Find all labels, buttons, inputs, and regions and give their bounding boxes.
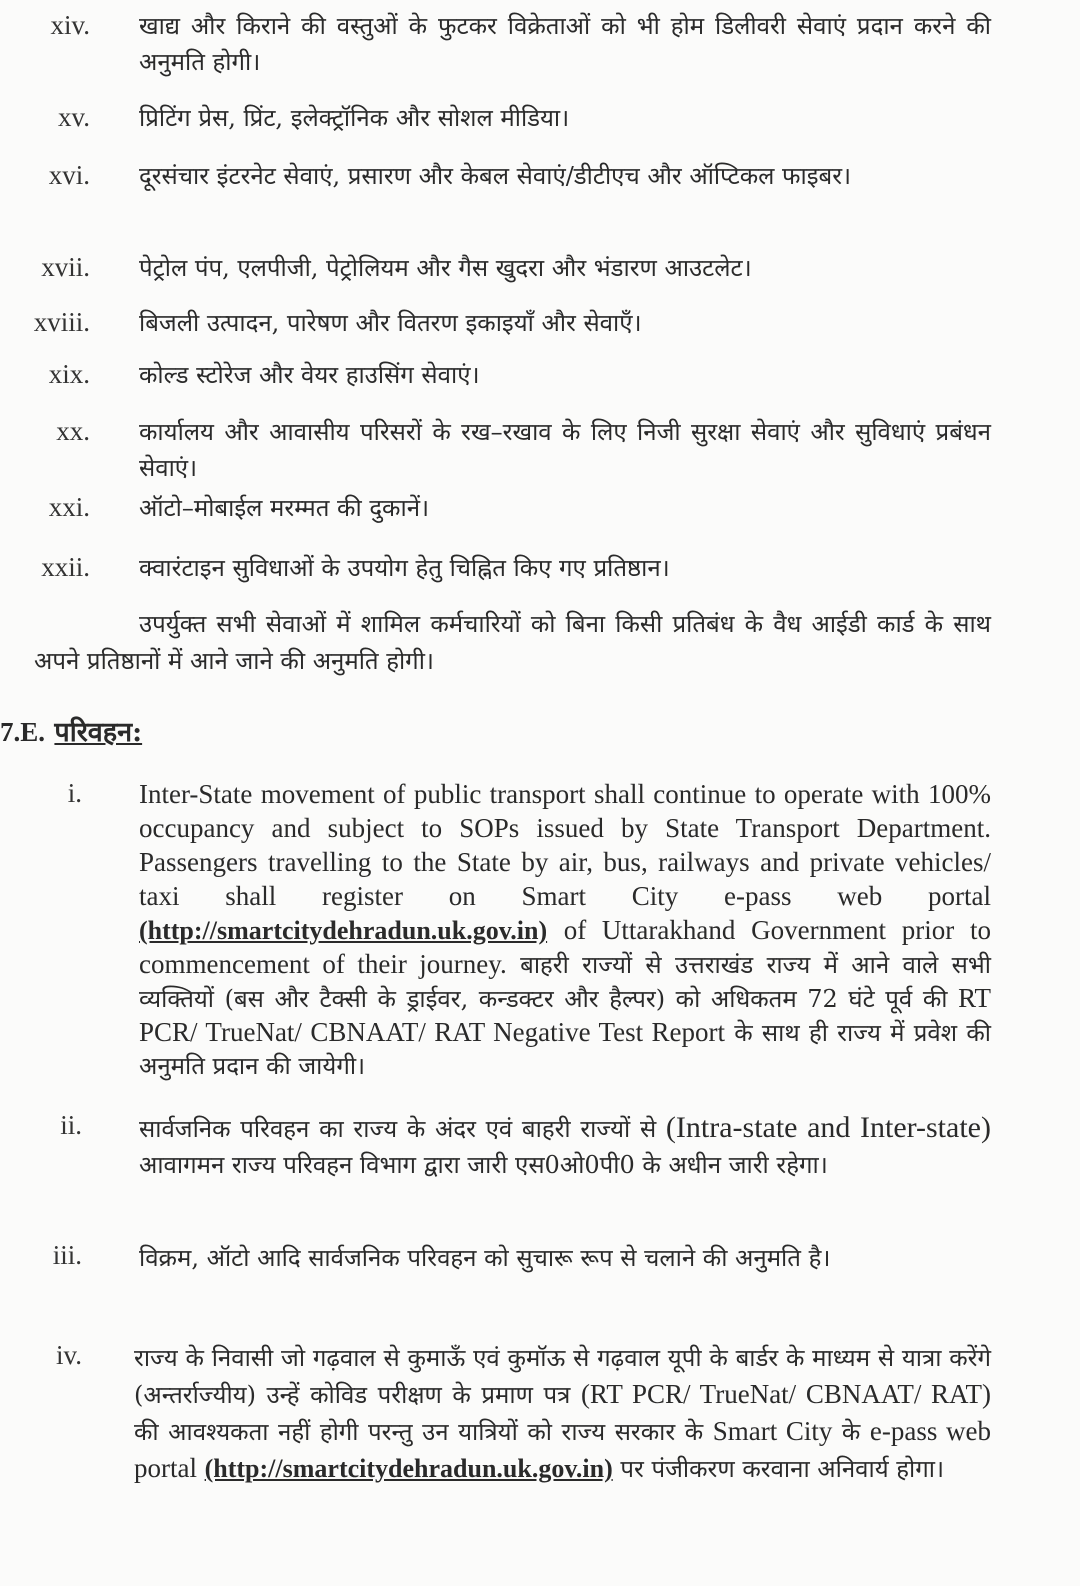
item-number: iv. [56, 1340, 82, 1370]
hindi-text: पर पंजीकरण करवाना अनिवार्य होगा। [620, 1455, 945, 1483]
hindi-text: राज्य के निवासी जो गढ़वाल से कुमाऊँ एवं कुमॉऊ से गढ़वाल यूपी के बार्डर के माध्यम से यात्रा करेंगे (अन्तर्राज्यीय) उन्हें कोविड परीक्षण के प्रमाण पत्र [134, 1344, 991, 1409]
item-number: ii. [60, 1110, 82, 1140]
item-text: खाद्य और किराने की वस्तुओं के फुटकर विक्रेताओं को भी होम डिलीवरी सेवाएं प्रदान करने की अनुमति होगी। [139, 12, 991, 76]
english-text: e-pass web portal [134, 1416, 991, 1483]
item-text: प्रिटिंग प्रेस, प्रिंट, इलेक्ट्रॉनिक और सोशल मीडिया। [139, 104, 570, 132]
item-text [139, 778, 991, 1083]
item-text: पेट्रोल पंप, एलपीजी, पेट्रोलियम और गैस खुदरा और भंडारण आउटलेट। [139, 254, 752, 282]
section-title: परिवहन: [54, 717, 143, 748]
summary-paragraph: उपर्युक्त सभी सेवाओं में शामिल कर्मचारियों को बिना किसी प्रतिबंध के वैध आईडी कार्ड के साथ अपने प्रतिष्ठानों में आने जाने की अनुमति होगी। [34, 610, 991, 675]
epass-portal-link[interactable]: (http://smartcitydehradun.uk.gov.in) [139, 916, 548, 945]
english-text: of Uttarakhand Government prior to commencement of their journey. [139, 915, 991, 979]
item-text: क्वारंटाइन सुविधाओं के उपयोग हेतु चिह्नित किए गए प्रतिष्ठान। [139, 554, 670, 582]
hindi-text: सार्वजनिक परिवहन का राज्य के अंदर एवं बाहरी राज्यों से [139, 1115, 657, 1143]
item-text: कोल्ड स्टोरेज और वेयर हाउसिंग सेवाएं। [139, 361, 480, 389]
epass-portal-link[interactable]: (http://smartcitydehradun.uk.gov.in) [204, 1454, 613, 1483]
hindi-text: की आवश्यकता नहीं होगी परन्तु उन यात्रियों को राज्य सरकार के [134, 1418, 704, 1446]
english-text: (RT PCR/ TrueNat/ CBNAAT/ RAT) [580, 1379, 991, 1409]
section-heading [0, 712, 142, 749]
item-number: i. [67, 778, 82, 808]
item-number: xviii. [33, 307, 90, 337]
english-text: Inter-State movement of public transport shall continue to operate with 100% occupancy and subject to SOPs issued by State Transport Department. Passengers travelling to the State by air, bus, railways and private vehicles/ taxi shall register on Smart City e-pass web portal [139, 779, 991, 911]
item-number: iii. [52, 1240, 82, 1270]
hindi-text: बाहरी राज्यों से उत्तराखंड राज्य में आने वाले सभी व्यक्तियों (बस और टैक्सी के ड्राईवर, कन्डक्टर और हैल्पर) को अधिकतम 72 घंटे पूर्व की [139, 951, 991, 1013]
hindi-text: आवागमन राज्य परिवहन विभाग द्वारा जारी एस0ओ0पी0 के अधीन जारी रहेगा। [139, 1151, 828, 1179]
item-text [139, 1110, 991, 1183]
english-text: (Intra-state and Inter-state) [665, 1111, 991, 1144]
item-number: xv. [58, 102, 90, 132]
hindi-text: के साथ ही राज्य में प्रवेश की अनुमति प्रदान की जायेगी। [139, 1019, 991, 1080]
item-number: xvi. [48, 160, 90, 190]
item-text: कार्यालय और आवासीय परिसरों के रख–रखाव के लिए निजी सुरक्षा सेवाएं और सुविधाएं प्रबंधन सेवाएं। [139, 418, 991, 482]
item-number: xix. [48, 359, 90, 389]
item-number: xxi. [48, 492, 90, 522]
item-text: ऑटो–मोबाईल मरम्मत की दुकानें। [139, 494, 430, 522]
item-number: xx. [56, 416, 90, 446]
item-text [134, 1340, 991, 1487]
item-number: xiv. [50, 10, 90, 40]
item-text: दूरसंचार इंटरनेट सेवाएं, प्रसारण और केबल सेवाएं/डीटीएच और ऑप्टिकल फाइबर। [139, 162, 852, 190]
item-number: xvii. [41, 252, 90, 282]
item-number: xxii. [41, 552, 90, 582]
section-number: 7.E. [0, 717, 46, 747]
item-text: बिजली उत्पादन, पारेषण और वितरण इकाइयाँ और सेवाएँ। [139, 309, 642, 337]
english-text: RT PCR/ TrueNat/ CBNAAT/ RAT Negative Test Report [139, 983, 991, 1047]
english-text: Smart City [712, 1416, 833, 1446]
item-text: विक्रम, ऑटो आदि सार्वजनिक परिवहन को सुचारू रूप से चलाने की अनुमति है। [139, 1244, 831, 1272]
hindi-text: के [841, 1418, 861, 1446]
